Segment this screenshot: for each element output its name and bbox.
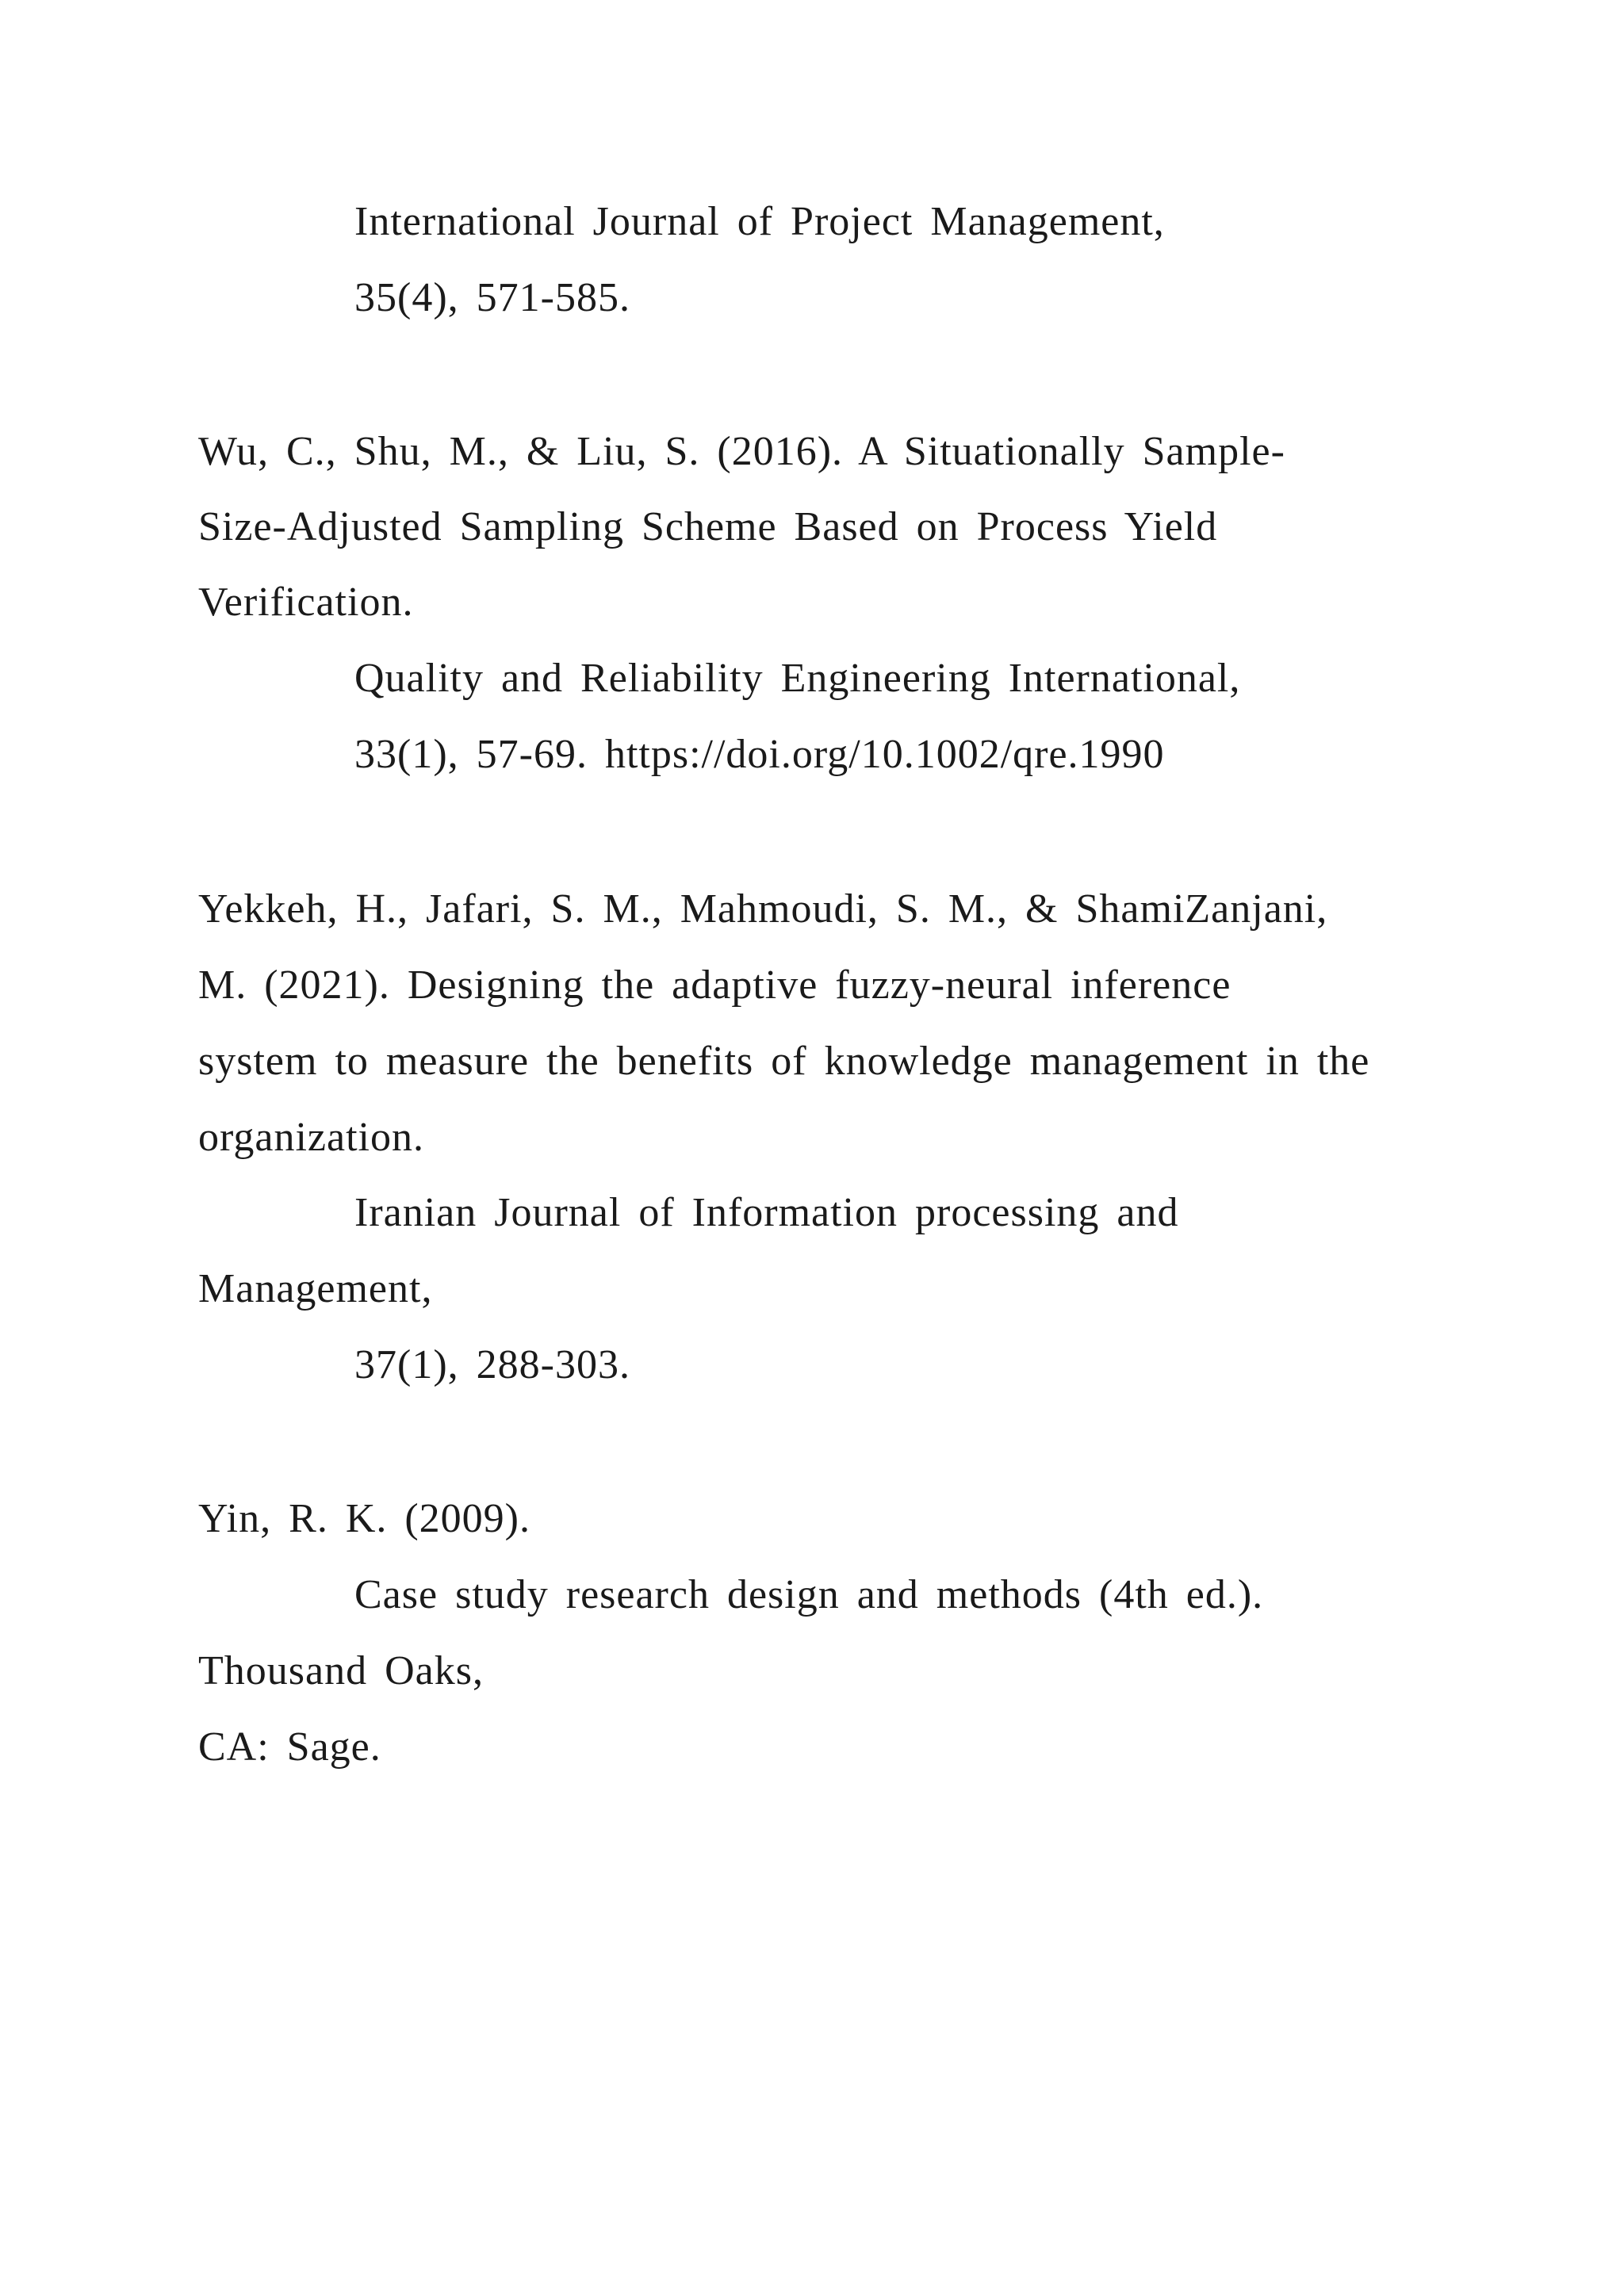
reference-line: Case study research design and methods (4th ed.). — [354, 1572, 1264, 1617]
reference-line: Wu, C., Shu, M., & Liu, S. (2016). A Situationally Sample- — [198, 429, 1285, 474]
reference-line: Yin, R. K. (2009). — [198, 1496, 530, 1541]
reference-line: International Journal of Project Management, — [354, 199, 1165, 244]
reference-line: Size-Adjusted Sampling Scheme Based on Process Yield — [198, 504, 1218, 549]
reference-line: CA: Sage. — [198, 1724, 381, 1770]
reference-line: system to measure the benefits of knowledge management in the — [198, 1039, 1370, 1084]
reference-line: Iranian Journal of Information processing and — [354, 1190, 1179, 1235]
reference-line: 37(1), 288-303. — [354, 1342, 630, 1387]
reference-line: organization. — [198, 1115, 424, 1160]
reference-line: M. (2021). Designing the adaptive fuzzy-neural inference — [198, 962, 1231, 1008]
reference-line: 33(1), 57-69. https://doi.org/10.1002/qre.1990 — [354, 732, 1165, 777]
reference-line: Management, — [198, 1266, 433, 1311]
reference-line: Thousand Oaks, — [198, 1648, 484, 1693]
reference-line: Quality and Reliability Engineering International, — [354, 656, 1241, 701]
reference-line: 35(4), 571-585. — [354, 275, 630, 320]
reference-line: Verification. — [198, 580, 414, 625]
reference-line: Yekkeh, H., Jafari, S. M., Mahmoudi, S. M., & ShamiZanjani, — [198, 886, 1328, 932]
